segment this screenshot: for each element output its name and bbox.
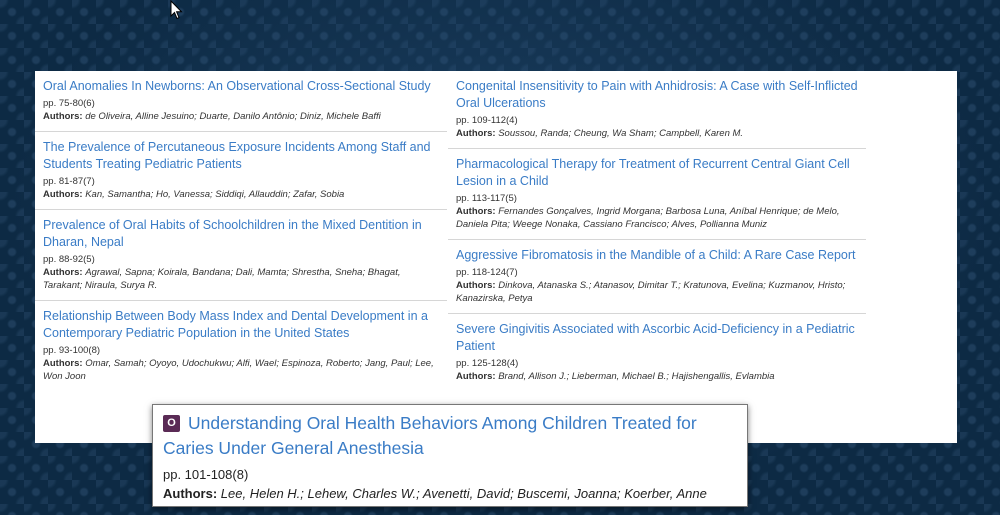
popup-title-text[interactable]: Understanding Oral Health Behaviors Among Children Treated for Caries Under General Anesthesia xyxy=(163,413,697,458)
article-title-link[interactable]: Oral Anomalies In Newborns: An Observational Cross-Sectional Study xyxy=(43,79,431,93)
article-title-link[interactable]: Pharmacological Therapy for Treatment of Recurrent Central Giant Cell Lesion in a Child xyxy=(456,157,850,188)
article-authors xyxy=(43,188,439,201)
article-pages: pp. 93-100(8) xyxy=(43,345,101,356)
zoomed-article-popup xyxy=(152,404,748,507)
article-entry xyxy=(35,71,447,132)
article-pages: pp. 75-80(6) xyxy=(43,98,95,109)
popup-article-pages: pp. 101-108(8) xyxy=(163,467,249,482)
article-pages: pp. 118-124(7) xyxy=(456,267,518,278)
article-title-link[interactable]: Aggressive Fibromatosis in the Mandible of a Child: A Rare Case Report xyxy=(456,248,856,262)
article-authors xyxy=(456,127,858,140)
article-authors xyxy=(456,279,858,305)
authors-names: Brand, Allison J.; Lieberman, Michael B.; Hajishengallis, Evlambia xyxy=(498,371,775,382)
article-pages: pp. 109-112(4) xyxy=(456,115,518,126)
article-authors xyxy=(43,357,439,383)
authors-label: Authors: xyxy=(43,267,83,278)
article-entry xyxy=(35,210,447,301)
article-title-link[interactable]: Severe Gingivitis Associated with Ascorbic Acid-Deficiency in a Pediatric Patient xyxy=(456,322,855,353)
authors-names: Soussou, Randa; Cheung, Wa Sham; Campbell, Karen M. xyxy=(498,128,744,139)
article-entry xyxy=(35,132,447,210)
mouse-cursor-icon xyxy=(170,0,184,20)
article-entry xyxy=(448,314,866,391)
article-pages: pp. 113-117(5) xyxy=(456,193,517,204)
authors-label: Authors: xyxy=(456,206,496,217)
authors-names: Kan, Samantha; Ho, Vanessa; Siddiqi, Allauddin; Zafar, Sobia xyxy=(85,189,345,200)
authors-label: Authors: xyxy=(43,189,83,200)
article-title-link[interactable]: Prevalence of Oral Habits of Schoolchildren in the Mixed Dentition in Dharan, Nepal xyxy=(43,218,422,249)
authors-names: Dinkova, Atanaska S.; Atanasov, Dimitar T.; Kratunova, Evelina; Kuzmanov, Hristo; Kanazirska, Petya xyxy=(456,280,846,304)
article-title-link[interactable]: Congenital Insensitivity to Pain with Anhidrosis: A Case with Self-Inflicted Oral Ulcerations xyxy=(456,79,858,110)
article-title-link[interactable]: The Prevalence of Percutaneous Exposure Incidents Among Staff and Students Treating Pediatric Patients xyxy=(43,140,431,171)
popup-authors-names: Lee, Helen H.; Lehew, Charles W.; Avenetti, David; Buscemi, Joanna; Koerber, Anne xyxy=(220,486,707,501)
article-column-right xyxy=(448,71,866,391)
open-access-icon: O xyxy=(163,415,180,432)
popup-authors-label: Authors: xyxy=(163,486,218,501)
article-list-panel xyxy=(35,71,957,443)
article-title-link[interactable]: Relationship Between Body Mass Index and Dental Development in a Contemporary Pediatric Population in the United States xyxy=(43,309,428,340)
popup-article-authors xyxy=(163,485,737,503)
article-authors xyxy=(456,205,858,231)
article-column-left xyxy=(35,71,447,391)
article-entry xyxy=(448,71,866,149)
authors-names: Fernandes Gonçalves, Ingrid Morgana; Barbosa Luna, Aníbal Henrique; de Melo, Daniela Pita; Weege Nonaka, Cassiano Francisco; Alves, Pollianna Muniz xyxy=(456,206,840,230)
article-authors xyxy=(43,110,439,123)
authors-label: Authors: xyxy=(43,111,83,122)
authors-label: Authors: xyxy=(456,128,496,139)
article-pages: pp. 81-87(7) xyxy=(43,176,95,187)
authors-names: Agrawal, Sapna; Koirala, Bandana; Dali, Mamta; Shrestha, Sneha; Bhagat, Tarakant; Niraula, Surya R. xyxy=(43,267,401,291)
article-pages: pp. 125-128(4) xyxy=(456,358,519,369)
article-authors xyxy=(456,370,858,383)
article-entry xyxy=(448,240,866,314)
article-pages: pp. 88-92(5) xyxy=(43,254,95,265)
authors-label: Authors: xyxy=(456,371,496,382)
article-authors xyxy=(43,266,439,292)
authors-names: Omar, Samah; Oyoyo, Udochukwu; Alfi, Wael; Espinoza, Roberto; Jang, Paul; Lee, Won Joon xyxy=(43,358,434,382)
article-entry xyxy=(35,301,447,391)
authors-label: Authors: xyxy=(456,280,496,291)
authors-names: de Oliveira, Alline Jesuino; Duarte, Danilo Antônio; Diniz, Michele Baffi xyxy=(85,111,381,122)
authors-label: Authors: xyxy=(43,358,83,369)
article-entry xyxy=(448,149,866,240)
popup-article-title[interactable] xyxy=(163,411,737,461)
